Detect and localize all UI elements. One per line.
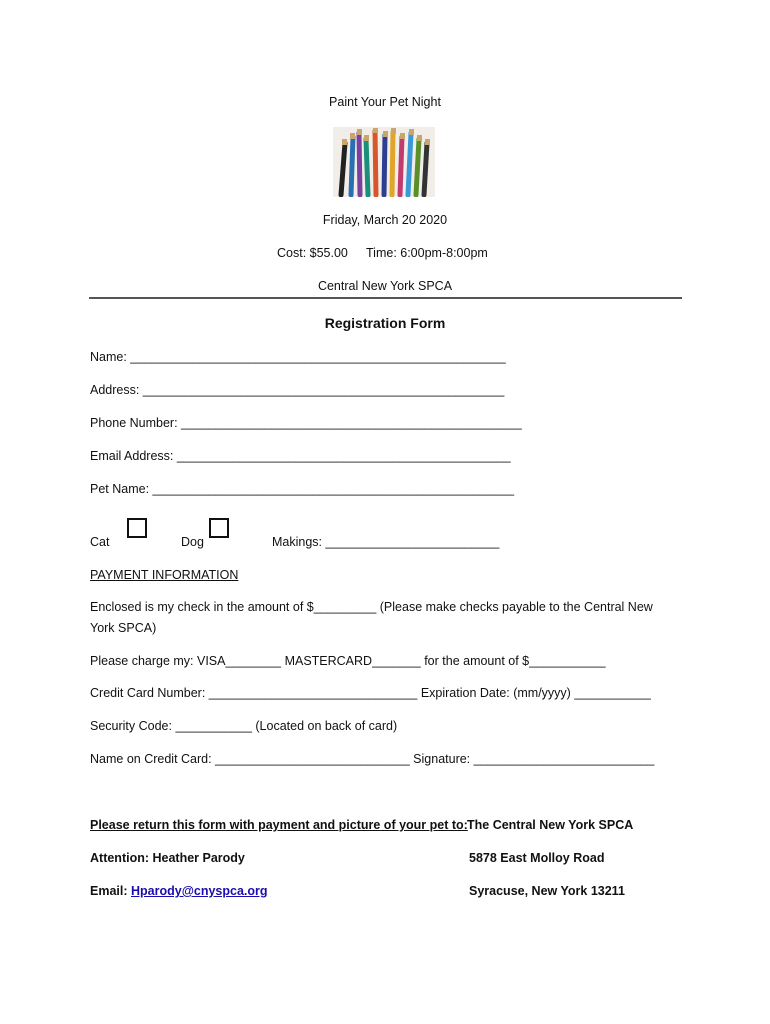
email-line <box>90 884 268 898</box>
attention-line: Attention: Heather Parody <box>90 851 245 865</box>
organizer: Central New York SPCA <box>317 279 453 293</box>
email-field[interactable]: Email Address: ________________________________________________ <box>90 449 511 463</box>
cat-label: Cat <box>90 535 110 549</box>
event-cost: Cost: $55.00 <box>277 246 348 260</box>
pet-name-field[interactable]: Pet Name: ____________________________________________________ <box>90 482 515 496</box>
city-line: Syracuse, New York 13211 <box>469 884 625 898</box>
event-title: Paint Your Pet Night <box>329 95 441 109</box>
payment-heading: PAYMENT INFORMATION <box>90 568 239 582</box>
email-link[interactable]: Hparody@cnyspca.org <box>131 884 268 898</box>
cat-checkbox[interactable] <box>127 518 147 538</box>
org-name: The Central New York SPCA <box>467 818 634 832</box>
email-label: Email: <box>90 884 131 898</box>
dog-label: Dog <box>181 535 204 549</box>
divider <box>89 297 682 299</box>
paintbrushes-image <box>333 127 435 197</box>
name-on-card-line[interactable]: Name on Credit Card: ____________________________ Signature: __________________________ <box>90 752 655 766</box>
phone-field[interactable]: Phone Number: _________________________________________________ <box>90 416 522 430</box>
check-amount-line-cont: York SPCA) <box>90 621 157 635</box>
form-title: Registration Form <box>324 315 446 331</box>
markings-field[interactable]: Makings: _________________________ <box>272 535 500 549</box>
event-date: Friday, March 20 2020 <box>322 213 448 227</box>
card-number-line[interactable]: Credit Card Number: ______________________________ Expiration Date: (mm/yyyy) ___________ <box>90 686 651 700</box>
street-address: 5878 East Molloy Road <box>469 851 605 865</box>
charge-line[interactable]: Please charge my: VISA________ MASTERCARD_______ for the amount of $___________ <box>90 654 606 668</box>
address-field[interactable]: Address: ____________________________________________________ <box>90 383 505 397</box>
event-time: Time: 6:00pm-8:00pm <box>366 246 488 260</box>
name-field[interactable]: Name: ______________________________________________________ <box>90 350 506 364</box>
dog-checkbox[interactable] <box>209 518 229 538</box>
check-amount-line[interactable]: Enclosed is my check in the amount of $_________ (Please make checks payable to the Central New <box>90 600 653 614</box>
return-instructions: Please return this form with payment and picture of your pet to: <box>90 818 468 832</box>
security-code-line[interactable]: Security Code: ___________ (Located on back of card) <box>90 719 398 733</box>
